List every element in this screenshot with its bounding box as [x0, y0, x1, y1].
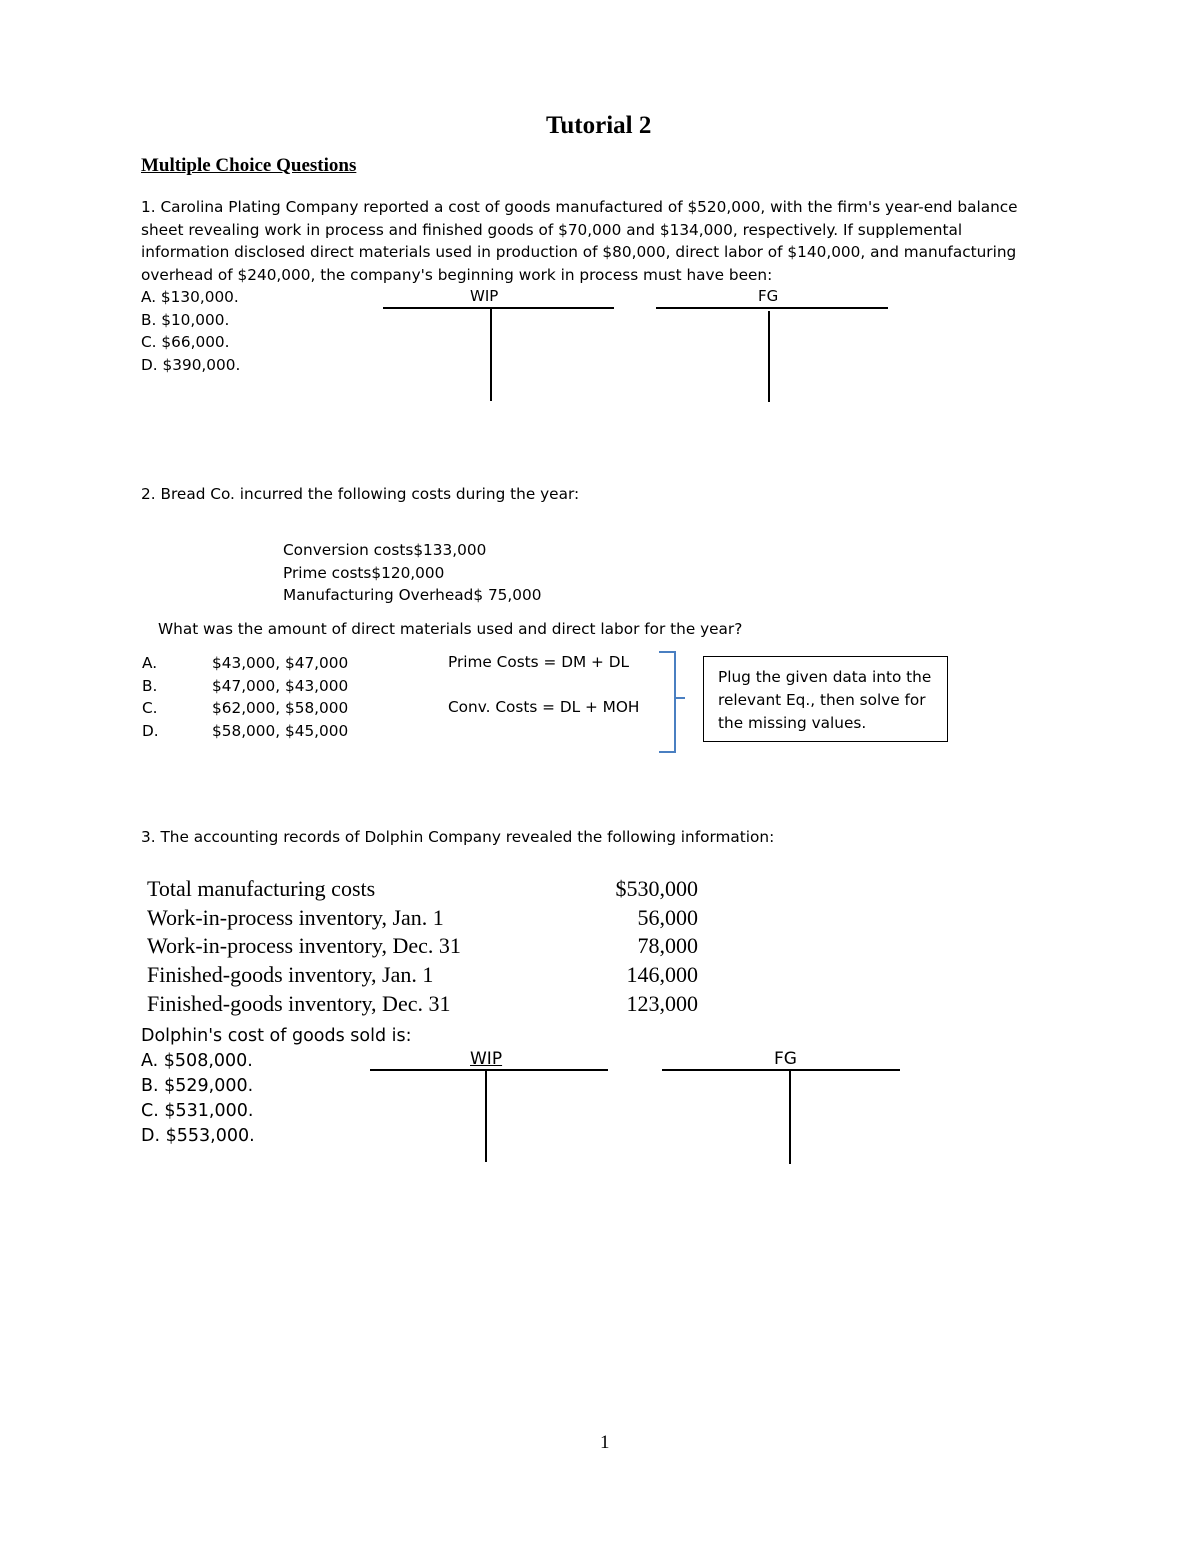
q1-fg-label: FG: [758, 287, 779, 305]
q1-options: [141, 286, 240, 376]
q3-wip-t-stem: [485, 1071, 487, 1162]
q3-item-labels: [147, 875, 461, 1019]
q3-wip-t-top: [370, 1069, 608, 1071]
q3-fg-t-top: [662, 1069, 900, 1071]
q3-stem: 3. The accounting records of Dolphin Company revealed the following information:: [141, 828, 775, 846]
q3-question-block: [141, 1024, 412, 1149]
q3-item-value: 123,000: [626, 990, 698, 1016]
q3-item-label: Work-in-process inventory, Dec. 31: [147, 933, 461, 959]
q3-item-values: [560, 875, 698, 1019]
q1-option-d: D. $390,000.: [141, 355, 241, 374]
q2-option-text: $58,000, $45,000: [212, 721, 349, 740]
q2-cost-prime: Prime costs$120,000: [283, 563, 445, 582]
q1-option-c: C. $66,000.: [141, 333, 230, 351]
q1-line: sheet revealing work in process and finished goods of $70,000 and $134,000, respectively. If supplemental: [141, 220, 963, 239]
q2-cost-overhead: Manufacturing Overhead$ 75,000: [283, 586, 542, 604]
q1-wip-t-stem: [490, 309, 492, 401]
section-heading: Multiple Choice Questions: [141, 155, 357, 176]
q3-item-value: $530,000: [615, 876, 698, 901]
q2-stem: 2. Bread Co. incurred the following costs during the year:: [141, 485, 580, 503]
q2-option-text: $47,000, $43,000: [212, 676, 349, 695]
q2-brace: [655, 648, 695, 758]
q3-item-label: Finished-goods inventory, Jan. 1: [147, 962, 434, 988]
q1-fg-t-top: [656, 307, 888, 309]
q3-option-b: B. $529,000.: [141, 1076, 254, 1096]
q2-option-text: $43,000, $47,000: [212, 654, 349, 672]
q2-option-text: $62,000, $58,000: [212, 699, 349, 717]
q2-hint-line: relevant Eq., then solve for: [718, 691, 926, 709]
q2-eq-conversion: Conv. Costs = DL + MOH: [448, 698, 640, 716]
brace-path: [659, 652, 685, 752]
q1-wip-label: WIP: [470, 287, 499, 305]
q2-hint-box: [703, 656, 948, 742]
q1-line: overhead of $240,000, the company's beginning work in process must have been:: [141, 265, 773, 284]
q2-eq-prime: Prime Costs = DM + DL: [448, 653, 630, 671]
page-number: 1: [600, 1432, 610, 1453]
q3-option-a: A. $508,000.: [141, 1051, 253, 1071]
q3-item-value: 78,000: [637, 933, 698, 959]
q1-stem: [141, 196, 1018, 286]
q3-question: Dolphin's cost of goods sold is:: [141, 1026, 412, 1046]
q1-option-a: A. $130,000.: [141, 288, 239, 306]
q2-costs: [283, 539, 541, 607]
q2-hint-line: the missing values.: [718, 714, 867, 732]
q2-option-letter: B.: [142, 676, 158, 695]
q1-fg-t-stem: [768, 311, 770, 402]
q2-option-letters: [142, 652, 159, 742]
q3-fg-t-stem: [789, 1071, 791, 1164]
q1-wip-t-top: [383, 307, 614, 309]
q3-item-label: Finished-goods inventory, Dec. 31: [147, 990, 451, 1016]
q3-option-d: D. $553,000.: [141, 1126, 255, 1146]
q3-option-c: C. $531,000.: [141, 1101, 254, 1121]
q3-item-label: Work-in-process inventory, Jan. 1: [147, 904, 444, 930]
q3-item-value: 56,000: [637, 904, 698, 930]
q2-cost-conversion: Conversion costs$133,000: [283, 541, 487, 559]
q2-question: What was the amount of direct materials used and direct labor for the year?: [158, 620, 743, 638]
q2-option-letter: C.: [142, 699, 158, 717]
q3-item-label: Total manufacturing costs: [147, 876, 376, 901]
q1-option-b: B. $10,000.: [141, 310, 230, 329]
q3-item-value: 146,000: [626, 962, 698, 988]
q2-option-letter: A.: [142, 654, 158, 672]
q1-line: 1. Carolina Plating Company reported a cost of goods manufactured of $520,000, with the firm's year-end balance: [141, 198, 1018, 216]
page-title: Tutorial 2: [546, 112, 652, 139]
q3-fg-label: FG: [774, 1049, 797, 1069]
q3-wip-label: WIP: [470, 1049, 503, 1069]
q1-line: information disclosed direct materials used in production of $80,000, direct labor of $140,000, and manufacturing: [141, 243, 1017, 261]
q2-hint-line: Plug the given data into the: [718, 668, 932, 686]
q2-option-texts: [212, 652, 348, 742]
q2-option-letter: D.: [142, 721, 159, 740]
